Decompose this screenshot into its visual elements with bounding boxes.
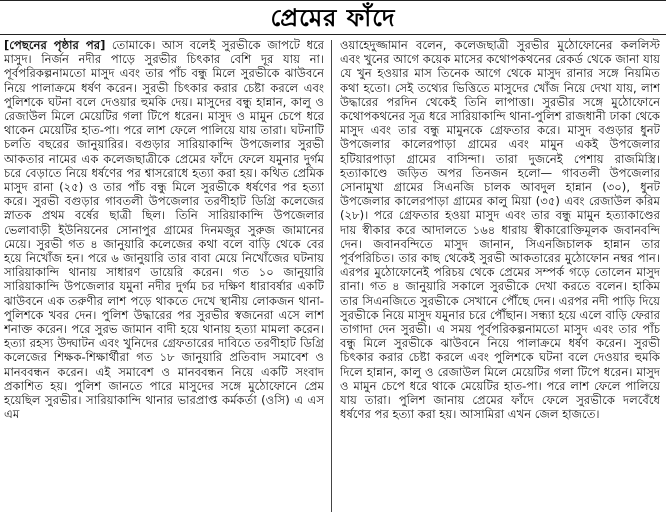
- headline-bottom-rule: [0, 34, 666, 35]
- column-divider: [331, 40, 332, 512]
- left-column-text: তোমাকে। আস বলেই সুরভীকে জাপটে ধরে মাসুদ। নির্জন নদীর পাড়ে সুরভীর চিৎকার বেশি দূর যায় না। পূর্বপরিকল্পনামতো মাসুদ এবং তার পাঁচ বন্ধু মিলে সুরভীকে ঝাউবনে নিয়ে পালাক্রমে ধর্ষণ করেন। সুরভী চিৎকার করার চেষ্টা করলে এবং পুলিশকে ঘটনা বলে দেওয়ার হুমকি দেয়। মাসুদের বন্ধু হান্নান, কালু ও রেজাউল মিলে মেয়েটির গলা টিপে ধরেন। মাসুদ ও মামুন চেপে ধরে থাকেন মেয়েটির হাত-পা। পরে লাশ ফেলে পালিয়ে যায় তারা। ঘটনাটি চলতি বছরের জানুয়ারির। বগুড়ার সারিয়াকান্দি উপজেলার সুরভী আকতার নামের এক কলেজছাত্রীকে প্রেমের ফাঁদে ফেলে যমুনার দুর্গম চরে বেড়াতে নিয়ে ধর্ষণের পর শ্বাসরোধে হত্যা করা হয়। কথিত প্রেমিক মাসুদ রানা (২৫) ও তার পাঁচ বন্ধু মিলে সুরভীকে ধর্ষণের পর হত্যা করে। সুরভী বগুড়ার গাবতলী উপজেলার তরণীহাট ডিগ্রি কলেজের স্নাতক প্রথম বর্ষের ছাত্রী ছিল। তিনি সারিয়াকান্দি উপজেলার ভেলাবাড়ী ইউনিয়নের সোনাপুর গ্রামের দিনমজুর সুরুজ জামানের মেয়ে। সুরভী গত ৪ জানুয়ারি কলেজের কথা বলে বাড়ি থেকে বের হয়ে নিখোঁজ হন। পরে ৬ জানুয়ারি তার বাবা মেয়ে নিখোঁজের ঘটনায় সারিয়াকান্দি থানায় সাধারণ ডায়েরি করেন। গত ১০ জানুয়ারি সারিয়াকান্দি উপজেলার যমুনা নদীর দুর্গম চর দক্ষিণ ধারাবর্ষার একটি ঝাউবনে এক তরুণীর লাশ পড়ে থাকতে দেখে স্থানীয় লোকজন থানা-পুলিশকে খবর দেন। পুলিশ উদ্ধারের পর সুরভীর স্বজনেরা এসে লাশ শনাক্ত করেন। পরে সুরভ জামান বাদী হয়ে থানায় হত্যা মামলা করেন। হত্যা রহস্য উদ্ঘাটন এবং খুনিদের গ্রেফতারের দাবিতে তরণীহাট ডিগ্রি কলেজের শিক্ষক-শিক্ষার্থীরা গত ১৮ জানুয়ারি প্রতিবাদ সমাবেশ ও মানববন্ধন করেন। এই সমাবেশ ও মানববন্ধন নিয়ে একটি সংবাদ প্রকাশিত হয়। পুলিশ জানতে পারে মাসুদের সঙ্গে মুঠোফোনে প্রেম হয়েছিল সুরভীর। সারিয়াকান্দি থানার ভারপ্রাপ্ত কর্মকর্তা (ওসি) এ এস এম: [4, 38, 324, 422]
- article-column-left: [4, 38, 324, 514]
- left-column-paragraph: [4, 38, 324, 421]
- right-column-text: ওয়াহেদুজ্জামান বলেন, কলেজছাত্রী সুরভীর মুঠোফোনের কললিস্ট এবং খুনের আগে কয়েক মাসের কথোপকথনের রেকর্ড থেকে জানা যায় যে খুন হওয়ার মাস তিনেক আগে থেকে মাসুদ রানার সঙ্গে নিয়মিত কথা হতো। সেই তথ্যের ভিত্তিতে মাসুদের খোঁজ নিয়ে দেখা যায়, লাশ উদ্ধারের পরদিন থেকেই তিনি লাপাত্তা। সুরভীর সঙ্গে মুঠোফোনে কথোপকথনের সূত্র ধরে সারিয়াকান্দি থানা-পুলিশ রাজধানী ঢাকা থেকে মাসুদ এবং তার বন্ধু মামুনকে গ্রেফতার করে। মাসুদ বগুড়ার ধুনট উপজেলার কালেরপাড়া গ্রামের এবং মামুন একই উপজেলার হটিয়ারপাড়া গ্রামের বাসিন্দা। তারা দুজনেই পেশায় রাজমিস্ত্রি। হত্যাকাণ্ডে জড়িত অপর তিনজন হলো— গাবতলী উপজেলার সোনামুখা গ্রামের সিএনজি চালক আবদুল হান্নান (৩০), ধুনট উপজেলার কালেরপাড়া গ্রামের কালু মিয়া (৩৫) এবং রেজাউল করিম (২৮)। পরে গ্রেফতার হওয়া মাসুদ এবং তার বন্ধু মামুন হত্যাকাণ্ডের দায় স্বীকার করে আদালতে ১৬৪ ধারায় স্বীকারোক্তিমূলক জবানবন্দি দেন। জবানবন্দিতে মাসুদ জানান, সিএনজিচালক হান্নান তার পূর্বপরিচিত। তার কাছ থেকেই সুরভী আকতারের মুঠোফোন নম্বর পান। এরপর মুঠোফোনেই পরিচয় থেকে প্রেমের সম্পর্ক গড়ে তোলেন মাসুদ রানা। গত ৪ জানুয়ারি সকালে সুরভীকে দেখা করতে বলেন। হাকিম তার সিএনজিতে সুরভীকে সেখানে পৌঁছে দেন। এরপর নদী পাড়ি দিয়ে সুরভীকে নিয়ে মাসুদ যমুনার চরে পৌঁছান। সন্ধ্যা হয়ে এলে বাড়ি ফেরার তাগাদা দেন সুরভী। এ সময় পূর্বপরিকল্পনামতো মাসুদ এবং তার পাঁচ বন্ধু মিলে সুরভীকে ঝাউবনে নিয়ে পালাক্রমে ধর্ষণ করেন। সুরভী চিৎকার করার চেষ্টা করলে এবং পুলিশকে ঘটনা বলে দেওয়ার হুমকি দিলে হান্নান, কালু ও রেজাউল মিলে মেয়েটির গলা টিপে ধরেন। মাসুদ ও মামুন চেপে ধরে থাকে মেয়েটির হাত-পা। পরে লাশ ফেলে পালিয়ে যায় তারা। পুলিশ জানায় প্রেমের ফাঁদে ফেলে সুরভীকে দলবেঁধে ধর্ষণের পর হত্যা করা হয়। আসামিরা এখন জেল হাজতে।: [340, 38, 660, 422]
- continuation-tag: [পেছনের পৃষ্ঠার পর]: [4, 38, 106, 52]
- article-headline: প্রেমের ফাঁদে: [270, 4, 396, 32]
- article-column-right: [340, 38, 660, 514]
